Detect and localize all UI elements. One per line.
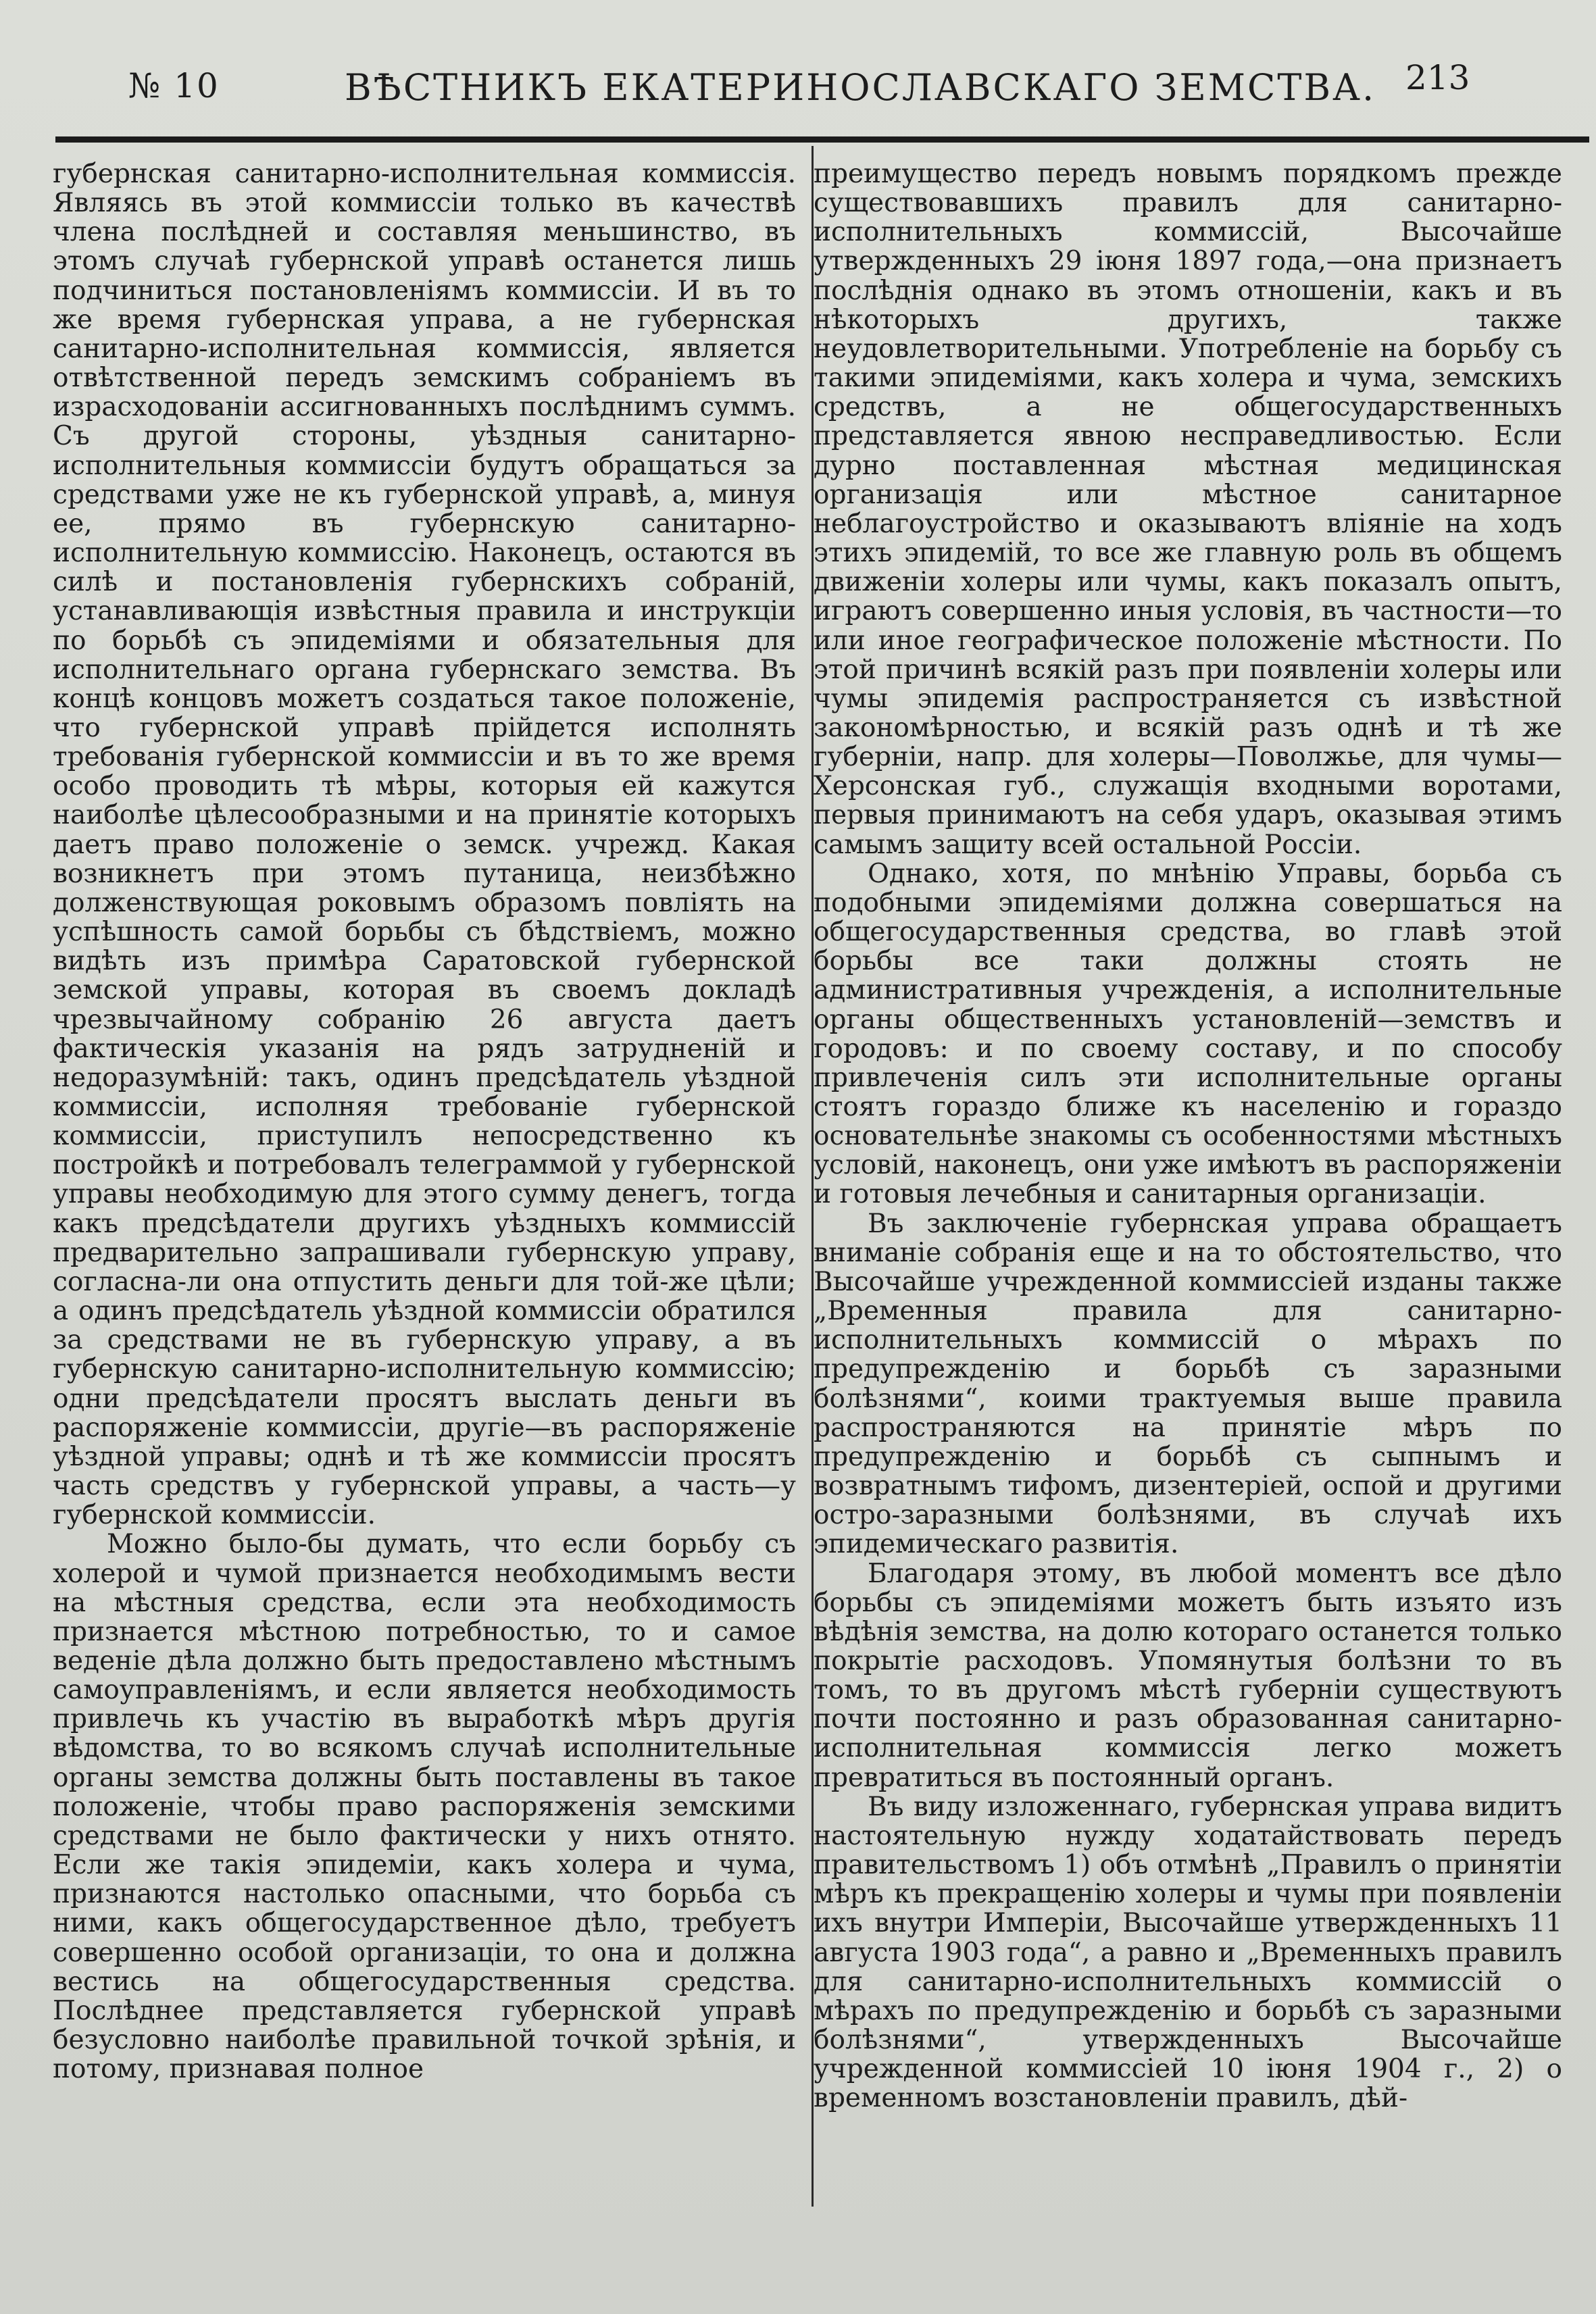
page-number: 213 [1405,58,1470,97]
right-paragraph-2: Однако, хотя, по мнѣнію Управы, борьба съ подобными эпидеміями должна совершаться на общегосударственныя средства, во главѣ этой борьбы все таки должны стоять не административныя учрежденія, а исполнительные органы общественныхъ установленій—земствъ и городовъ: и по своему составу, и по способу привлеченія силъ эти исполнительные органы стоятъ гораздо ближе къ населенію и гораздо основательнѣе знакомы съ особенностями мѣстныхъ условій, наконецъ, они уже имѣютъ въ распоряженіи и готовыя лечебныя и санитарныя организаціи. [814,858,1562,1210]
right-paragraph-3: Въ заключеніе губернская управа обращаетъ вниманіе собранія еще и на то обстоятельство, что Высочайше учрежденной коммиссіей изданы также „Временныя правила для санитарно-исполнительныхъ коммиссій о мѣрахъ по предупрежденію и борьбѣ съ заразными болѣзнями“, коими трактуемыя выше правила распространяются на принятіе мѣръ по предупрежденію и борьбѣ съ сыпнымъ и возвратнымъ тифомъ, дизентеріей, оспой и другими остро-заразными болѣзнями, въ случаѣ ихъ эпидемическаго развитія. [814,1208,1562,1560]
right-column [814,159,1562,2113]
issue-number: № 10 [128,66,220,105]
left-column [53,159,796,2084]
left-paragraph-2: Можно было-бы думать, что если борьбу съ холерой и чумой признается необходимымъ вести на мѣстныя средства, если эта необходимость признается мѣстною потребностью, то и самое веденіе дѣла должно быть предоставлено мѣстнымъ самоуправленіямъ, и если является необходимость привлечь къ участію въ выработкѣ мѣръ другія вѣдомства, то во всякомъ случаѣ исполнительные органы земства должны быть поставлены въ такое положеніе, чтобы право распоряженія земскими средствами не было фактически у нихъ отнято. Если же такія эпидеміи, какъ холера и чума, признаются настолько опасными, что борьба съ ними, какъ общегосударственное дѣло, требуетъ совершенно особой организаціи, то она и должна вестись на общегосударственныя средства. Послѣднее представляется губернской управѣ безусловно наиболѣе правильной точкой зрѣнія, и потому, признавая полное [53,1529,796,2085]
right-paragraph-1: преимущество передъ новымъ порядкомъ прежде существовавшихъ правилъ для санитарно-исполнительныхъ коммиссій, Высочайше утвержденныхъ 29 іюня 1897 года,—она признаетъ послѣднія однако въ этомъ отношеніи, какъ и въ нѣкоторыхъ другихъ, также неудовлетворительными. Употребленіе на борьбу съ такими эпидеміями, какъ холера и чума, земскихъ средствъ, а не общегосударственныхъ представляется явною несправедливостью. Если дурно поставленная мѣстная медицинская организація или мѣстное санитарное неблагоустройство и оказываютъ вліяніе на ходъ этихъ эпидемій, то все же главную роль въ общемъ движеніи холеры или чумы, какъ показалъ опытъ, играютъ совершенно иныя условія, въ частности—то или иное географическое положеніе мѣстности. По этой причинѣ всякій разъ при появленіи холеры или чумы эпидемія распространяется съ извѣстной закономѣрностью, и всякій разъ однѣ и тѣ же губерніи, напр. для холеры—Поволжье, для чумы—Херсонская губ., служащія входными воротами, первыя принимаютъ на себя ударъ, оказывая этимъ самымъ защиту всей остальной Россіи. [814,159,1562,860]
header-rule [55,136,1589,143]
right-paragraph-4: Благодаря этому, въ любой моментъ все дѣло борьбы съ эпидеміями можетъ быть изъято изъ вѣдѣнія земства, на долю котораго останется только покрытіе расходовъ. Упомянутыя болѣзни то въ томъ, то въ другомъ мѣстѣ губерніи существуютъ почти постоянно и разъ образованная санитарно-исполнительная коммиссія легко можетъ превратиться въ постоянный органъ. [814,1558,1562,1793]
page-header [54,51,1493,119]
left-paragraph-1: губернская санитарно-исполнительная коммиссія. Являясь въ этой коммиссіи только въ качествѣ члена послѣдней и составляя меньшинство, въ этомъ случаѣ губернской управѣ останется лишь подчиниться постановленіямъ коммиссіи. И въ то же время губернская управа, а не губернская санитарно-исполнительная коммиссія, является отвѣтственной передъ земскимъ собраніемъ въ израсходованіи ассигнованныхъ послѣднимъ суммъ. Съ другой стороны, уѣздныя санитарно-исполнительныя коммиссіи будутъ обращаться за средствами уже не къ губернской управѣ, а, минуя ее, прямо въ губернскую санитарно-исполнительную коммиссію. Наконецъ, остаются въ силѣ и постановленія губернскихъ собраній, устанавливающія извѣстныя правила и инструкціи по борьбѣ съ эпидеміями и обязательныя для исполнительнаго органа губернскаго земства. Въ концѣ концовъ можетъ создаться такое положеніе, что губернской управѣ прійдется исполнять требованія губернской коммиссіи и въ то же время особо проводить тѣ мѣры, которыя ей кажутся наиболѣе цѣлесообразными и на принятіе которыхъ даетъ право положеніе о земск. учрежд. Какая возникнетъ при этомъ путаница, неизбѣжно долженствующая роковымъ образомъ повліять на успѣшность самой борьбы съ бѣдствіемъ, можно видѣть изъ примѣра Саратовской губернской земской управы, которая въ своемъ докладѣ чрезвычайному собранію 26 августа даетъ фактическія указанія на рядъ затрудненій и недоразумѣній: такъ, одинъ предсѣдатель уѣздной коммиссіи, исполняя требованіе губернской коммиссіи, приступилъ непосредственно къ постройкѣ и потребовалъ телеграммой у губернской управы необходимую для этого сумму денегъ, тогда какъ предсѣдатели другихъ уѣздныхъ коммиссій предварительно запрашивали губернскую управу, согласна-ли она отпустить деньги для той-же цѣли; а одинъ предсѣдатель уѣздной коммиссіи обратился за средствами не въ губернскую управу, а въ губернскую санитарно-исполнительную коммиссію; одни предсѣдатели просятъ выслать деньги въ распоряженіе коммиссіи, другіе—въ распоряженіе уѣздной управы; однѣ и тѣ же коммиссіи просятъ часть средствъ у губернской управы, а часть—у губернской коммиссіи. [53,159,796,1531]
journal-title: ВѢСТНИКЪ ЕКАТЕРИНОСЛАВСКАГО ЗЕМСТВА. [345,66,1376,109]
right-paragraph-5: Въ виду изложеннаго, губернская управа видитъ настоятельную нужду ходатайствовать передъ правительствомъ 1) объ отмѣнѣ „Правилъ о принятіи мѣръ къ прекращенію холеры и чумы при появленіи ихъ внутри Имперіи, Высочайше утвержденныхъ 11 августа 1903 года“, а равно и „Временныхъ правилъ для санитарно-исполнительныхъ коммиссій о мѣрахъ по предупрежденію и борьбѣ съ заразными болѣзнями“, утвержденныхъ Высочайше учрежденной коммиссіей 10 іюня 1904 г., 2) о временномъ возстановленіи правилъ, дѣй- [814,1791,1562,2114]
